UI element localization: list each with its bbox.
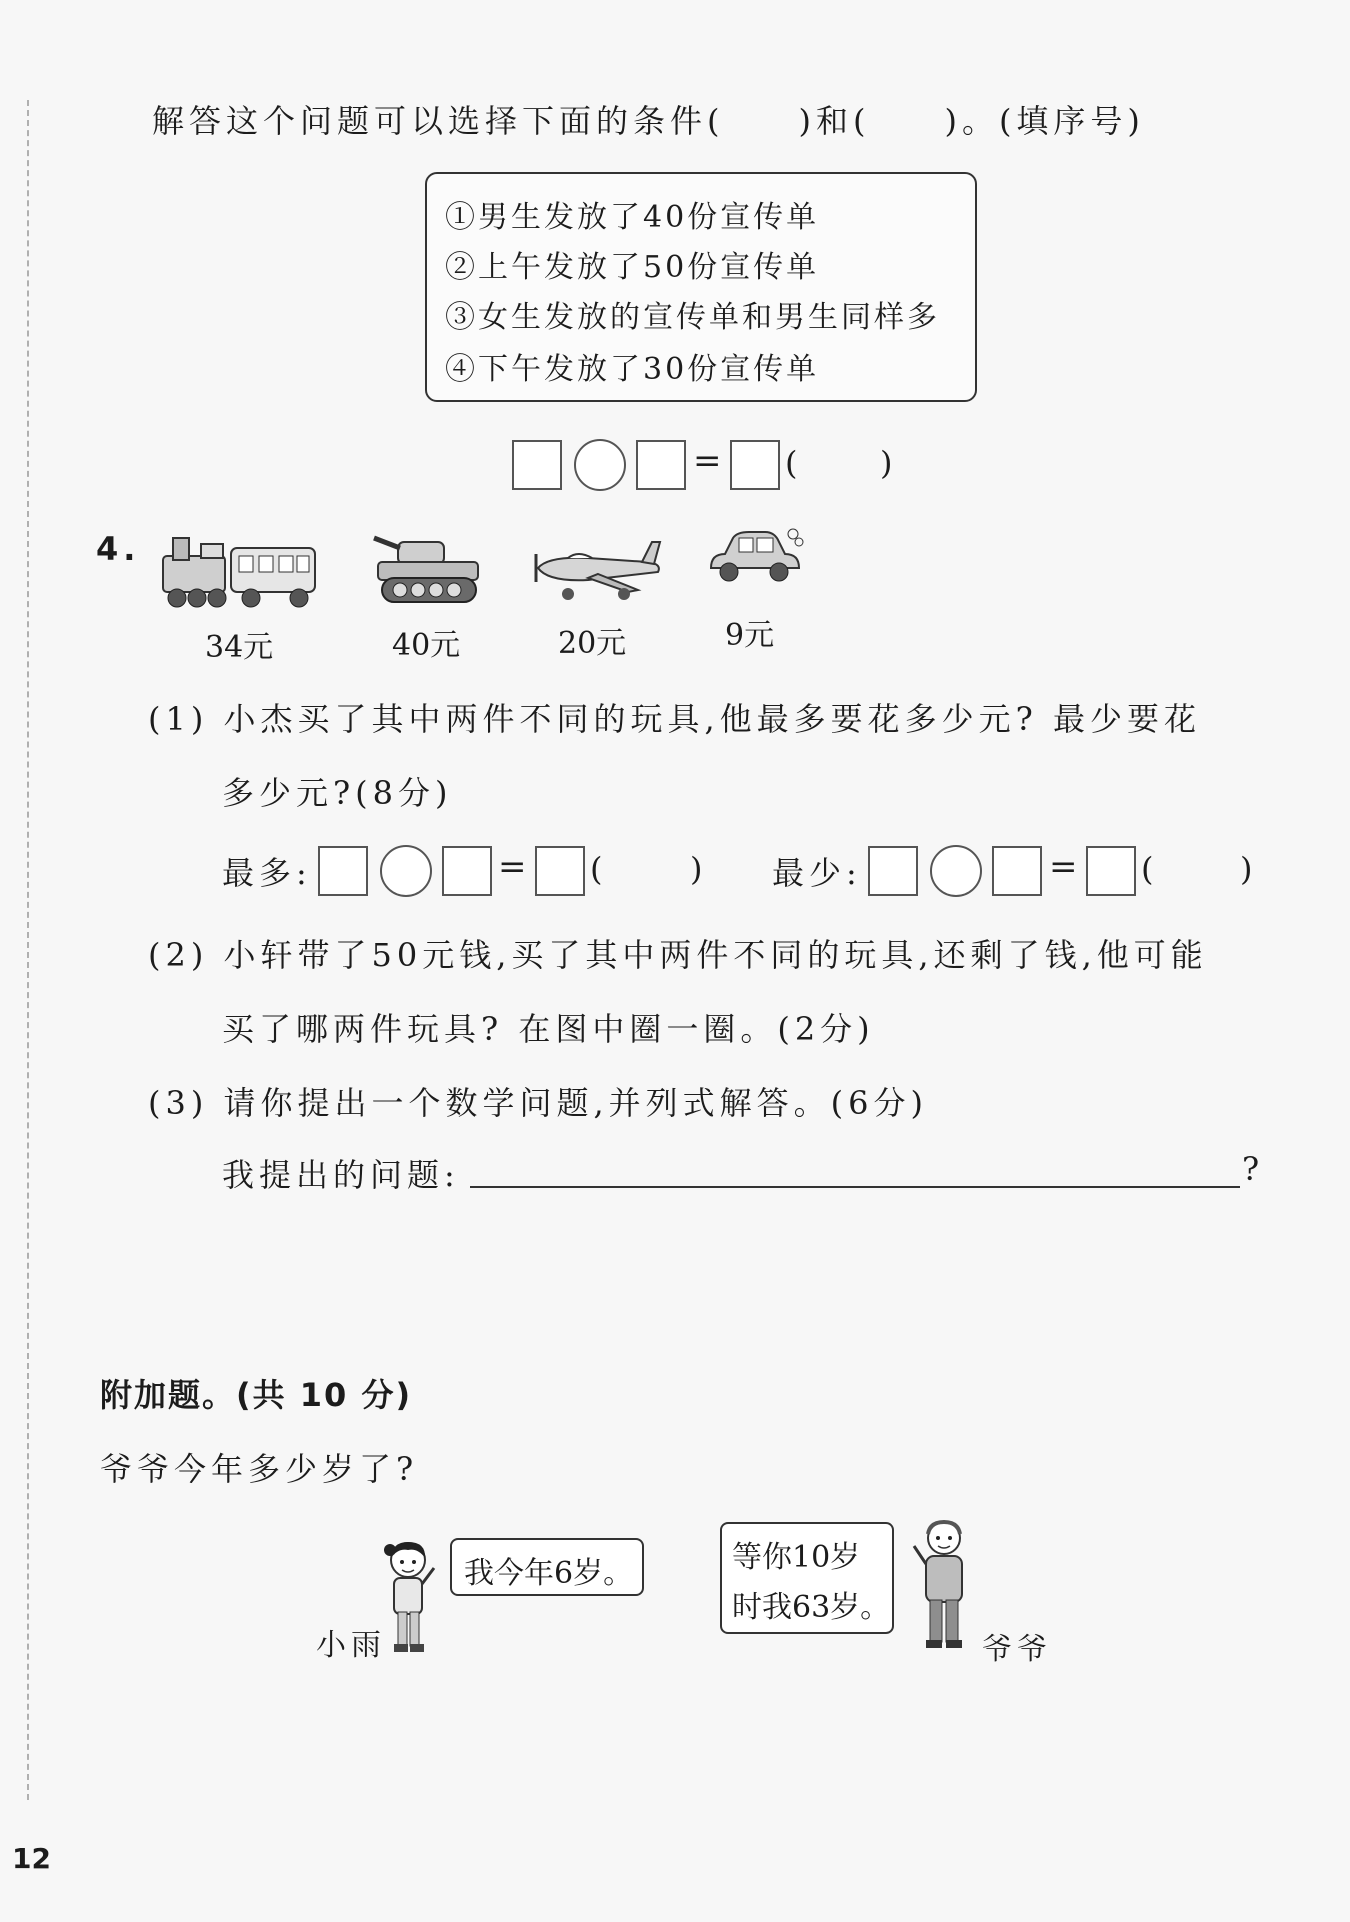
answer-box-1[interactable] [512,440,562,490]
least-paren-close: ) [1240,850,1253,888]
least-paren-open: ( [1141,850,1154,888]
grandpa-speech-line1: 等你10岁 [732,1540,861,1575]
most-label: 最多: [222,854,312,892]
my-question-label: 我提出的问题: [222,1156,460,1194]
q4-number: 4. [96,530,141,568]
my-question-answer-line[interactable] [470,1186,1240,1188]
grandpa-name: 爷爷 [982,1632,1052,1667]
most-box-result[interactable] [535,846,585,896]
page-number: 12 [12,1842,51,1875]
least-box-2[interactable] [992,846,1042,896]
car-toy-icon[interactable] [705,524,805,590]
train-price: 34元 [205,630,274,665]
condition-4: ④下午发放了30份宣传单 [445,352,820,387]
my-question-mark: ? [1242,1150,1265,1188]
grandpa-speech-line2: 时我63岁。 [732,1590,891,1625]
girl-speech-text: 我今年6岁。 [464,1556,634,1591]
most-operator-circle[interactable] [380,845,432,897]
most-paren-close: ) [690,850,703,888]
condition-3: ③女生发放的宣传单和男生同样多 [445,300,940,335]
q3-prompt: 解答这个问题可以选择下面的条件( )和( )。(填序号) [152,102,1145,140]
bonus-question: 爷爷今年多少岁了? [100,1450,419,1488]
q4-part2-line2: 买了哪两件玩具? 在图中圈一圈。(2分) [222,1010,875,1048]
train-toy-icon[interactable] [155,528,320,613]
least-operator-circle[interactable] [930,845,982,897]
q4-part3-line1: (3) 请你提出一个数学问题,并列式解答。(6分) [148,1084,929,1122]
car-price: 9元 [725,618,775,653]
girl-speech-bubble [450,1538,644,1596]
grandpa-speech-bubble [720,1522,894,1634]
answer-box-2[interactable] [636,440,686,490]
tank-toy-icon[interactable] [370,528,485,608]
unit-paren-open: ( [785,444,798,482]
girl-figure-icon [378,1538,440,1658]
answer-box-result[interactable] [730,440,780,490]
q4-part1-line2: 多少元?(8分) [222,774,453,812]
conditions-box [425,172,977,402]
grandpa-figure-icon [912,1516,976,1654]
least-label: 最少: [772,854,862,892]
q4-part1-line1: (1) 小杰买了其中两件不同的玩具,他最多要花多少元? 最少要花 [148,700,1202,738]
least-box-result[interactable] [1086,846,1136,896]
least-equals: = [1049,847,1078,887]
margin-dashed-line [27,100,29,1800]
bonus-title: 附加题。(共 10 分) [100,1376,413,1414]
plane-price: 20元 [558,626,627,661]
operator-circle[interactable] [574,439,626,491]
most-paren-open: ( [590,850,603,888]
condition-1: ①男生发放了40份宣传单 [445,200,820,235]
condition-2: ②上午发放了50份宣传单 [445,250,820,285]
girl-name: 小雨 [316,1628,386,1663]
least-box-1[interactable] [868,846,918,896]
most-equals: = [498,847,527,887]
most-box-1[interactable] [318,846,368,896]
equals-sign: = [693,441,722,481]
plane-toy-icon[interactable] [528,528,668,608]
tank-price: 40元 [392,628,461,663]
unit-paren-close: ) [880,444,893,482]
most-box-2[interactable] [442,846,492,896]
q4-part2-line1: (2) 小轩带了50元钱,买了其中两件不同的玩具,还剩了钱,他可能 [148,936,1208,974]
